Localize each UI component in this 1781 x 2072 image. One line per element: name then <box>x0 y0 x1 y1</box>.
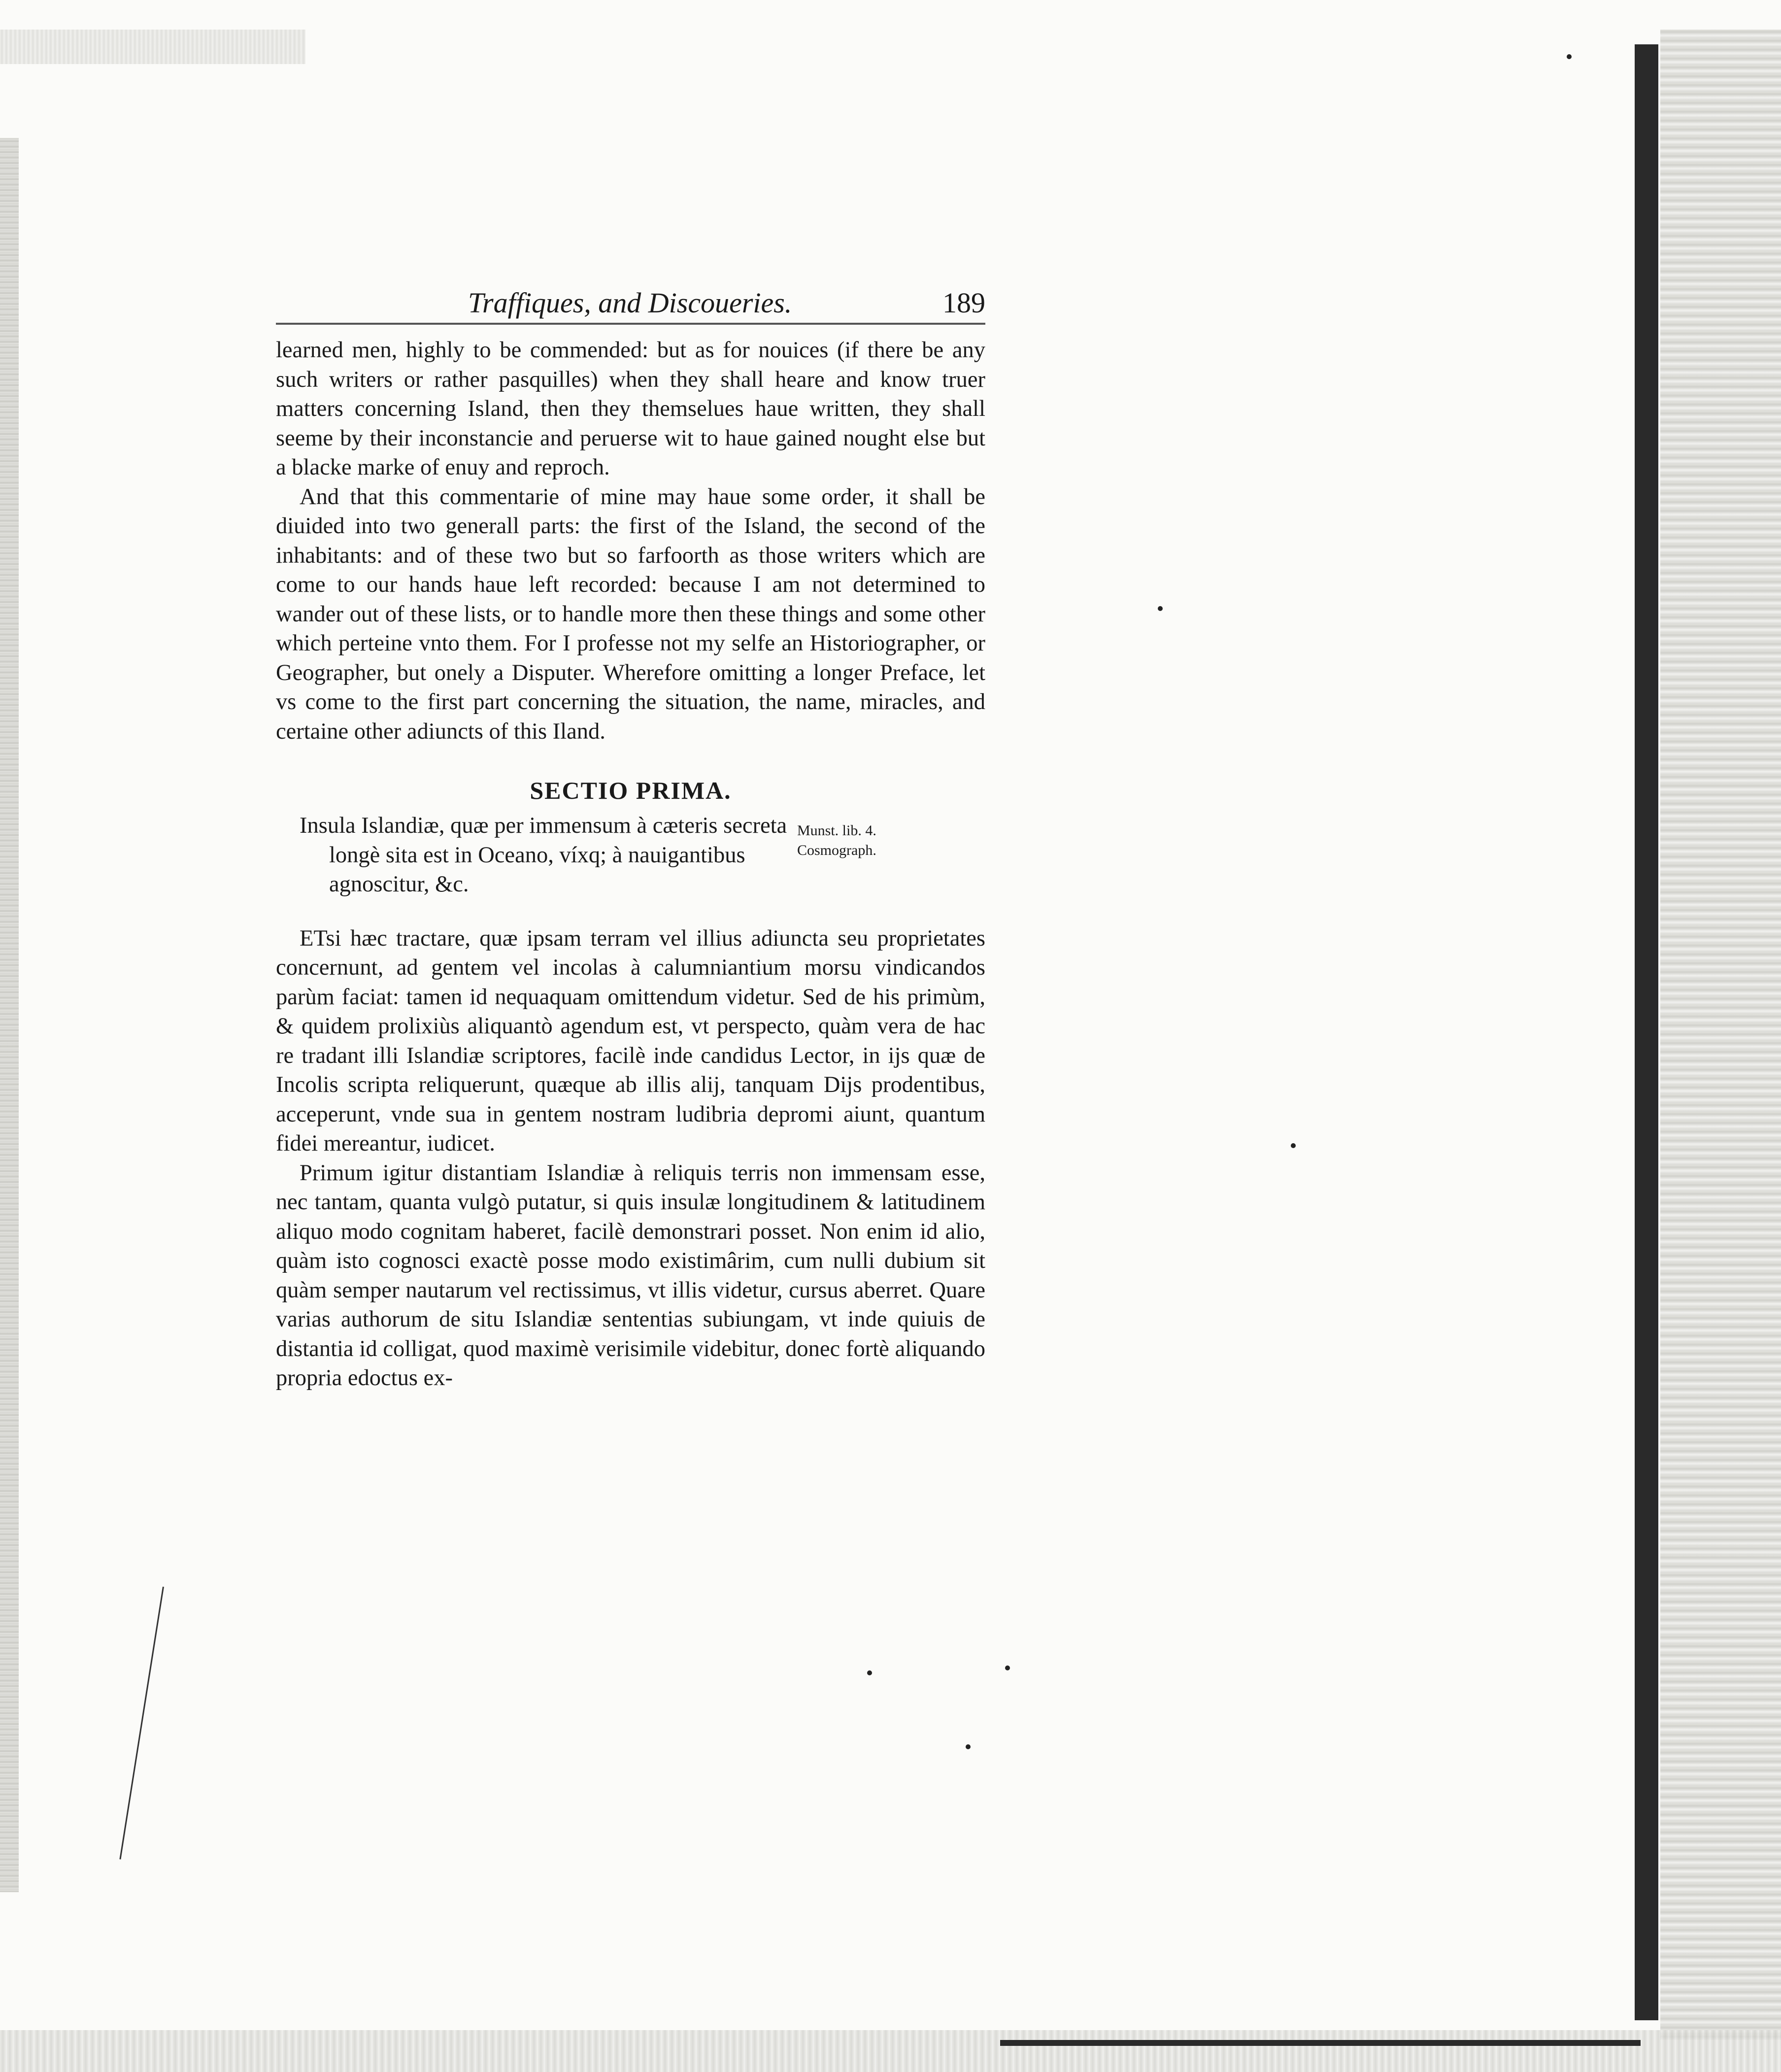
scan-speck <box>966 1744 971 1749</box>
scan-edge-top <box>0 30 305 64</box>
scan-speck <box>1005 1665 1010 1670</box>
section-summary-block <box>300 811 985 899</box>
body-paragraph: learned men, highly to be commended: but as for nouices (if there be any such writers or rather pasquilles) when they shall heare and know truer matters concerning Island, then they themselues haue written, they shall seeme by their inconstancie and peruerse wit to haue gained nought else but a blacke marke of enuy and reproch. <box>276 338 985 480</box>
body-paragraph: Primum igitur distantiam Islandiæ à reliquis terris non immensam esse, nec tantam, quanta vulgò putatur, si quis insulæ longitudinem & latitudinem aliquo modo cognitam haberet, facilè demonstrari posset. Non enim id alio, quàm isto cognosci exactè posse modo existimârim, cum nulli dubium sit quàm semper nautarum vel rectissimus, vt illis videtur, cursus aberret. Quare varias authorum de situ Islandiæ sententias subiungam, vt inde quiuis de distantia id colligat, quod maximè verisimile videbitur, donec fortè aliquando propria edoctus ex- <box>276 1160 985 1391</box>
scan-speck <box>1567 54 1572 59</box>
section-summary: Insula Islandiæ, quæ per immensum à cæteris secreta longè sita est in Oceano, víxq; à nauigantibus agnoscitur, &c. <box>300 813 787 897</box>
section-heading: SECTIO PRIMA. <box>530 777 732 804</box>
book-page <box>276 283 985 1393</box>
scan-edge-right <box>1660 30 1781 2040</box>
scan-edge-right-shadow <box>1635 44 1658 2020</box>
body-paragraph: And that this commentarie of mine may haue some order, it shall be diuided into two generall parts: the first of the Island, the second of the inhabitants: and of these two but so farfoorth as those writers which are come to our hands haue left recorded: because I am not determined to wander out of these lists, or to handle more then these things and some other which perteine vnto them. For I professe not my selfe an Historiographer, or Geographer, but onely a Disputer. Wherefore omitting a longer Preface, let vs come to the first part concerning the situation, the name, miracles, and certaine other adiuncts of this Iland. <box>276 484 985 744</box>
running-head <box>276 283 985 325</box>
scan-edge-left <box>0 138 19 1892</box>
margin-note: Munst. lib. 4. Cosmograph. <box>797 822 876 858</box>
scan-speck <box>1291 1143 1296 1148</box>
scan-speck <box>867 1670 872 1675</box>
running-head-title: Traffiques, and Discoueries. <box>468 287 792 319</box>
scan-edge-bottom <box>0 2030 1781 2072</box>
scan-bottom-shadow <box>1000 2040 1641 2046</box>
page-number: 189 <box>942 287 985 319</box>
stray-pen-mark <box>119 1587 164 1860</box>
body-paragraph: ETsi hæc tractare, quæ ipsam terram vel illius adiuncta seu proprietates concernunt, ad gentem vel incolas à calumniantium morsu vindicandos parùm faciat: tamen id nequaquam omittendum videtur. Sed de his primùm, & quidem prolixiùs aliquantò agendum est, vt perspecto, quàm vera de hac re tradant illi Islandiæ scriptores, facilè inde candidus Lector, in ijs quæ de Incolis scripta reliquerunt, quæque ab illis alij, tanquam Dijs prodentibus, acceperunt, vnde sua in gentem nostram ludibria depromi aiunt, quantum fidei mereantur, iudicet. <box>276 925 985 1156</box>
scan-speck <box>1158 606 1163 611</box>
